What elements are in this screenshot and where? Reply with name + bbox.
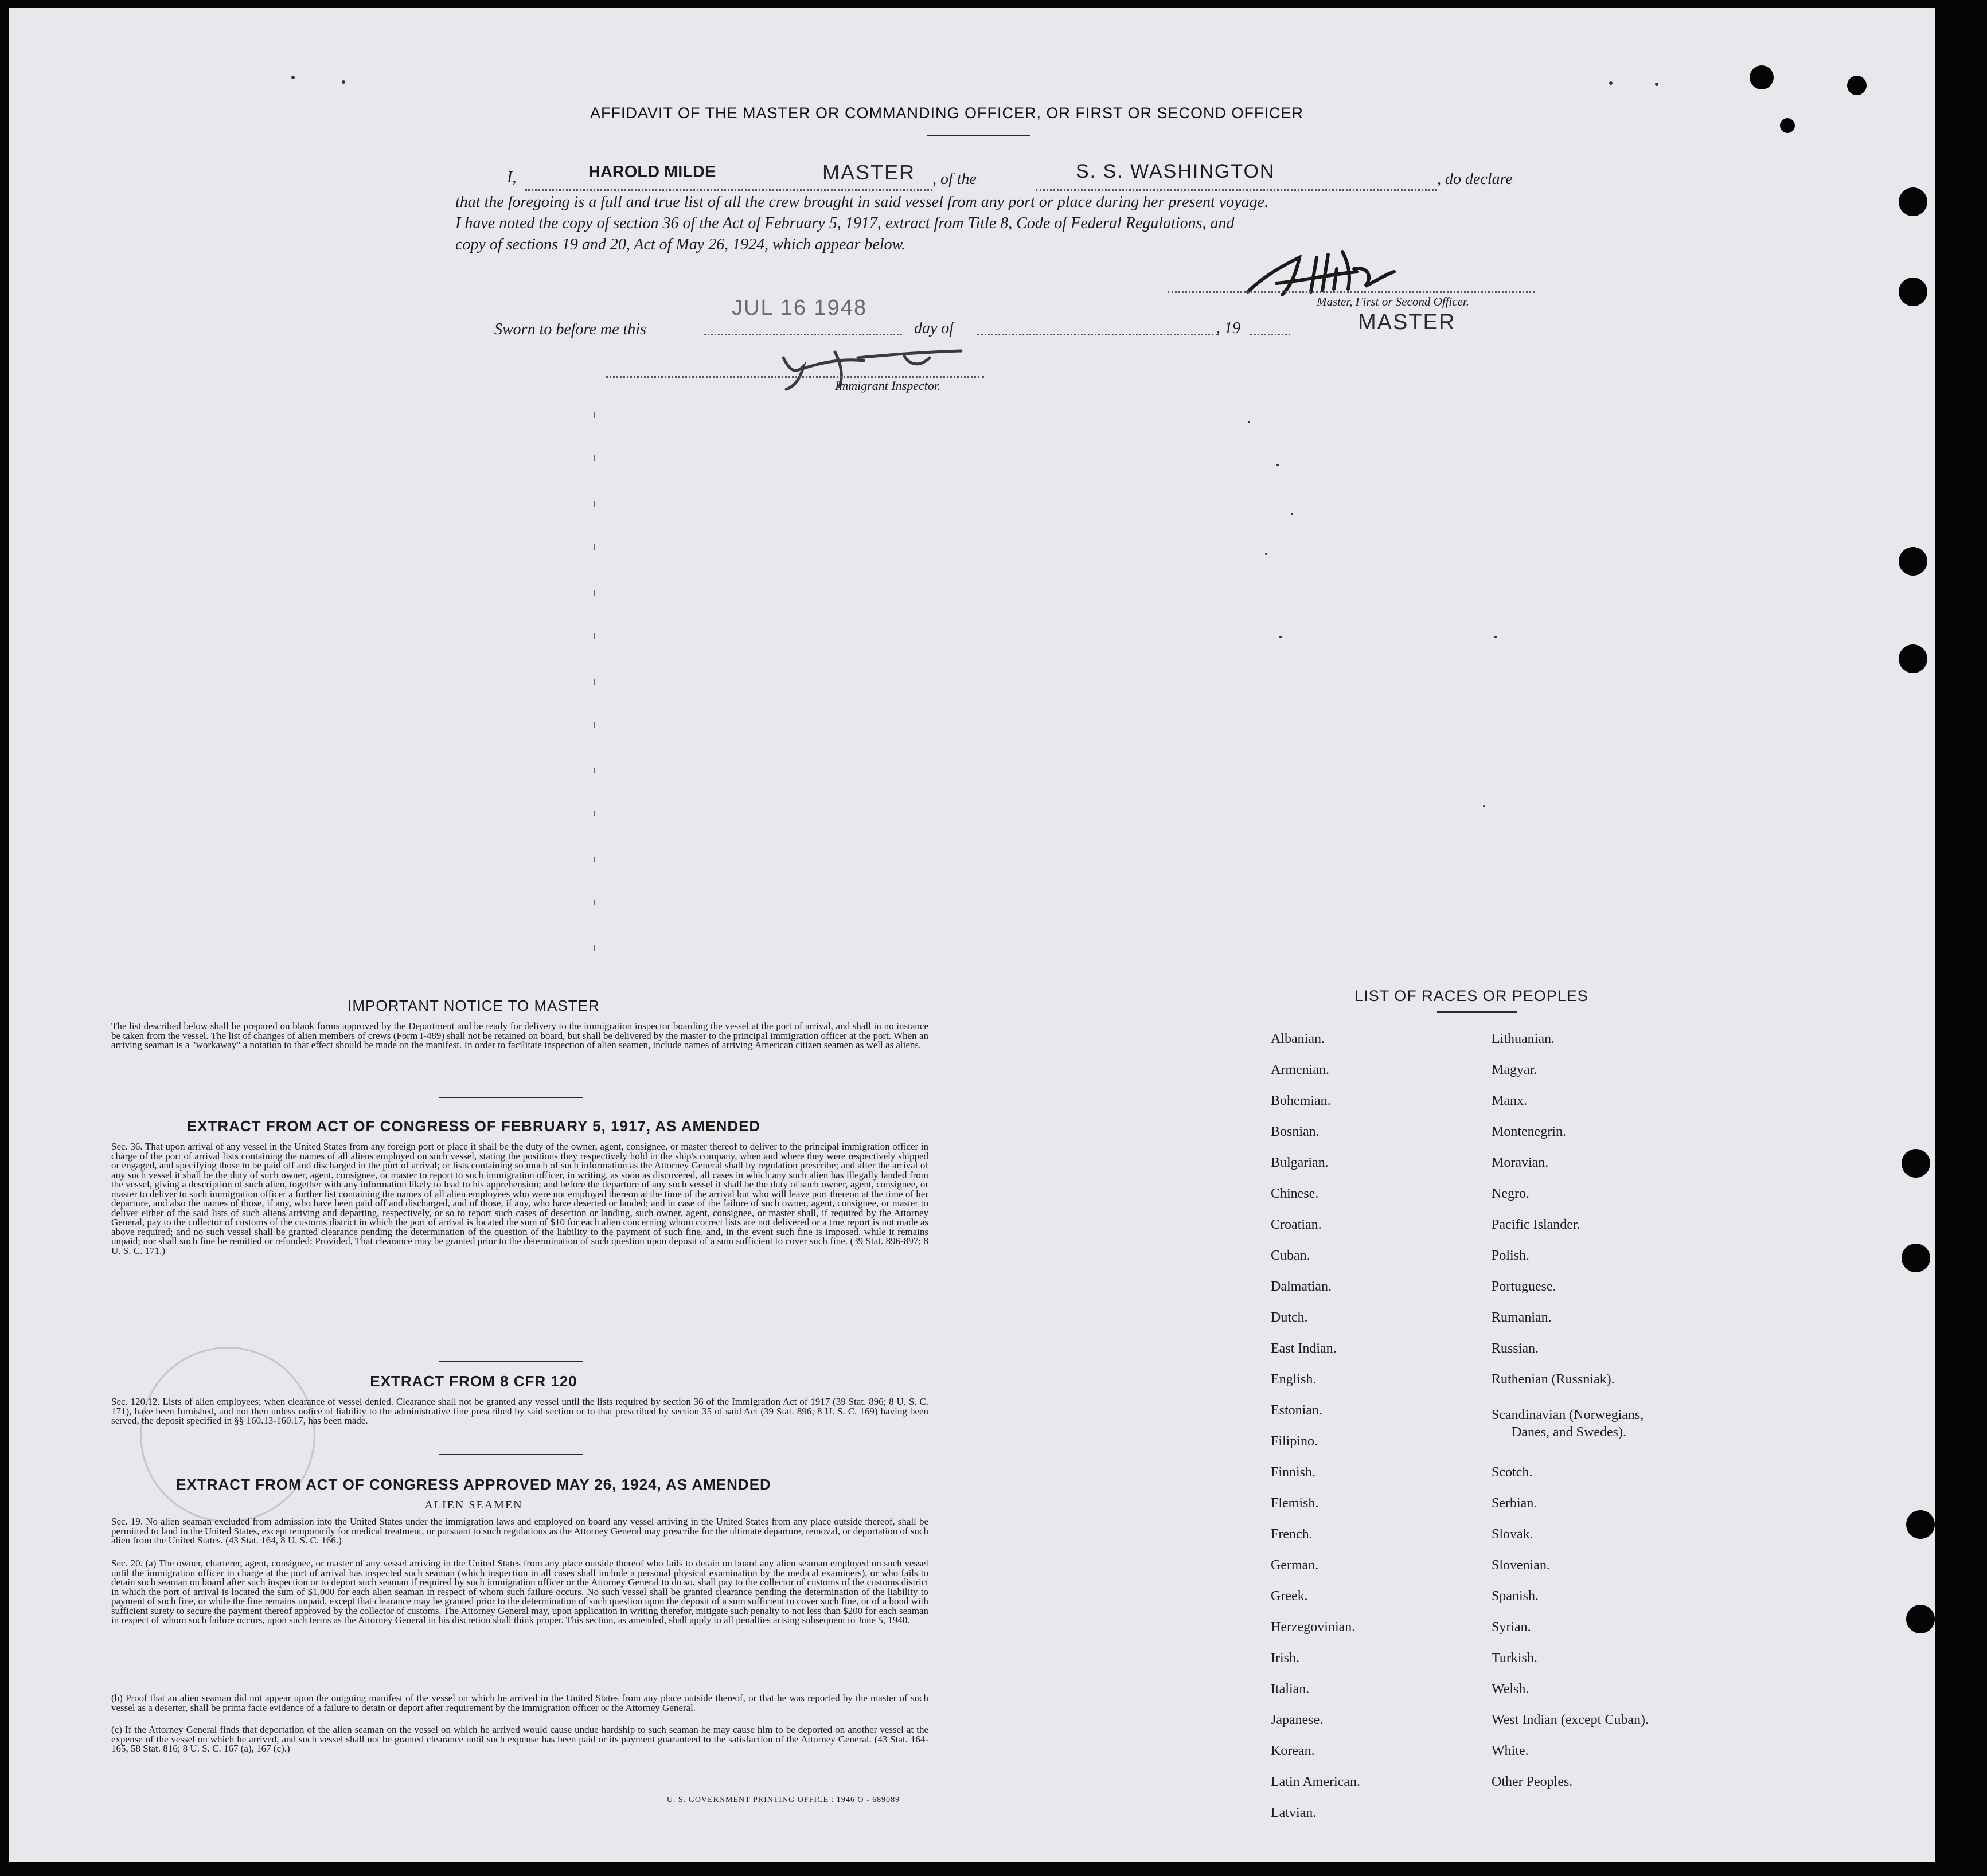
inspector-caption: Immigrant Inspector. <box>835 378 941 393</box>
race-left-item: Albanian. <box>1271 1031 1325 1046</box>
month-line <box>977 334 1218 335</box>
master-caption: Master, First or Second Officer. <box>1317 295 1469 308</box>
notice-body: The list described below shall be prepared on blank forms approved by the Department and be ready for delivery to the immigration inspector boarding the vessel at the port of arrival, and shall in no instance be taken from the vessel. The list of changes of alien members of crews (Form I-489) shall not be retained on board, but shall be delivered by the master to the principal immigration officer at the port. When an arriving seaman is a "workaway" a notation to that effect should be made on the manifest. In order to facilitate inspection of alien seamen, include names of arriving American citizen seamen as well as aliens. <box>111 1021 928 1050</box>
races-title-underline <box>1437 1011 1517 1013</box>
punch-hole <box>1902 1244 1930 1272</box>
race-right-item: Polish. <box>1492 1248 1530 1263</box>
sworn-label: Sworn to before me this <box>494 321 646 338</box>
race-left-item: Herzegovinian. <box>1271 1620 1356 1635</box>
punch-hole <box>1906 1605 1935 1633</box>
race-left-item: Dalmatian. <box>1271 1279 1332 1294</box>
race-left-item: Bosnian. <box>1271 1124 1320 1139</box>
master-signature-line <box>1168 291 1535 293</box>
race-right-item: Slovenian. <box>1492 1558 1550 1573</box>
punch-hole <box>1899 547 1927 576</box>
race-right-item: Russian. <box>1492 1341 1539 1356</box>
extract-1924-title: EXTRACT FROM ACT OF CONGRESS APPROVED MAY 26, 1924, AS AMENDED <box>176 1476 771 1493</box>
race-left-item: Cuban. <box>1271 1248 1310 1263</box>
vessel-line <box>1036 189 1437 191</box>
race-right-item: Spanish. <box>1492 1589 1539 1604</box>
race-left-item: Greek. <box>1271 1589 1308 1604</box>
cfr-120-title: EXTRACT FROM 8 CFR 120 <box>370 1373 577 1390</box>
race-right-item: Portuguese. <box>1492 1279 1556 1294</box>
affidavit-line-3: I have noted the copy of section 36 of the Act of February 5, 1917, extract from Title 8, Code of Federal Regulations, and <box>455 214 1235 232</box>
punch-hole <box>1902 1149 1930 1178</box>
race-left-item: Chinese. <box>1271 1186 1319 1201</box>
race-left-item: Filipino. <box>1271 1434 1318 1449</box>
race-left-item: Bulgarian. <box>1271 1155 1329 1170</box>
vessel-name: S. S. WASHINGTON <box>1076 161 1275 182</box>
race-left-item: Bohemian. <box>1271 1093 1331 1108</box>
punch-hole <box>1750 65 1774 89</box>
race-right-item: Lithuanian. <box>1492 1031 1555 1046</box>
printer-imprint: U. S. GOVERNMENT PRINTING OFFICE : 1946 O - 689089 <box>666 1796 900 1804</box>
cfr-120-body: Sec. 120.12. Lists of alien employees; when clearance of vessel denied. Clearance shall not be granted any vessel until the lists required by section 36 of the Immigration Act of 1917 (39 Stat. 896; 8 U. S. C. 171), have been furnished, and not then unless notice of liability to the administrative fine prescribed by said section or to that prescribed by section 35 of said Act (39 Stat. 896; 8 U. S. C. 169) having been served, the deposit specified in §§ 160.13-160.17, has been made. <box>111 1396 928 1426</box>
race-left-item: Italian. <box>1271 1682 1310 1697</box>
race-right-item: Welsh. <box>1492 1682 1529 1697</box>
punch-hole <box>1906 1510 1935 1539</box>
document-page <box>9 8 1935 1862</box>
race-right-item: Pacific Islander. <box>1492 1217 1580 1232</box>
race-left-item: Japanese. <box>1271 1713 1324 1728</box>
race-left-item: Estonian. <box>1271 1403 1322 1418</box>
race-left-item: French. <box>1271 1527 1313 1542</box>
race-right-item: Ruthenian (Russniak). <box>1492 1372 1615 1387</box>
master-name: HAROLD MILDE <box>588 163 716 181</box>
divider <box>439 1097 583 1098</box>
extract-1924-sec20c: (c) If the Attorney General finds that deportation of the alien seaman on the vessel on which he arrived would cause undue hardship to such seaman he may cause him to be deported on another vessel at the expense of the vessel on which he arrived, and such vessel shall not be granted clearance until such expense has been paid or its payment guaranteed to the satisfaction of the Attorney General. (43 Stat. 164-165, 58 Stat. 816; 8 U. S. C. 167 (a), 167 (c).) <box>111 1724 928 1754</box>
race-left-item: Korean. <box>1271 1744 1315 1758</box>
affidavit-title: AFFIDAVIT OF THE MASTER OR COMMANDING OFFICER, OR FIRST OR SECOND OFFICER <box>590 104 1304 122</box>
name-line <box>525 189 932 191</box>
race-right-item: Turkish. <box>1492 1651 1537 1666</box>
year-line <box>1250 334 1290 335</box>
year-label: , 19 <box>1216 319 1240 337</box>
race-left-item: English. <box>1271 1372 1317 1387</box>
punch-hole <box>1780 118 1795 133</box>
race-right-item: Rumanian. <box>1492 1310 1552 1325</box>
race-right-item: Manx. <box>1492 1093 1527 1108</box>
race-left-item: Irish. <box>1271 1651 1299 1666</box>
race-right-item: Negro. <box>1492 1186 1529 1201</box>
race-right-item: Syrian. <box>1492 1620 1531 1635</box>
race-right-item: Magyar. <box>1492 1062 1537 1077</box>
speck <box>342 80 345 84</box>
extract-1924-subtitle: ALIEN SEAMEN <box>424 1499 523 1511</box>
race-right-item: West Indian (except Cuban). <box>1492 1713 1649 1728</box>
punch-hole <box>1847 76 1867 95</box>
punch-hole <box>1899 187 1927 216</box>
title-underline <box>927 135 1030 136</box>
extract-1917-body: Sec. 36. That upon arrival of any vessel in the United States from any foreign port or place it shall be the duty of the owner, agent, consignee, or master thereof to deliver to the principal immigration officer in charge of the port of arrival lists containing the names of all aliens employed on such vessel, stating the positions they respectively hold in the ship's company, when and where they were respectively shipped or engaged, and specifying those to be paid off and discharged in the port of arrival; or lists containing so much of such information as the Attorney General shall by regulation prescribe; and after the arrival of any such vessel it shall be the duty of such owner, agent, consignee, or master to report to such immigration officer, in writing, as soon as discovered, all cases in which any such alien has illegally landed from the vessel, giving a description of such alien, together with any information likely to lead to his apprehension; and before the departure of any such vessel it shall be the duty of such owner, agent, consignee, or master to deliver to such immigration officer a further list containing the names of all alien employees who were not employed thereon at the time of the arrival but who will leave port thereon at the time of her departure, and also the names of those, if any, who have been paid off and discharged, and of those, if any, who have deserted or landed; and in case of the failure of such owner, agent, consignee, or master to deliver either of the said lists of such aliens arriving and departing, respectively, or so to report such cases of desertion or landing, such owner, agent, consignee, or master shall, if required by the Attorney General, pay to the collector of customs of the customs district in which the port of arrival is located the sum of $10 for each alien concerning whom correct lists are not delivered or a true report is not made as above required; and no such vessel shall be granted clearance pending the determination of the question of the liability to the payment of such fine, and, in the event such fine is imposed, while it remains unpaid; nor shall such fine be remitted or refunded: Provided, That clearance may be granted prior to the determination of such question upon deposit of a sum sufficient to cover such fine. (39 Stat. 896-897; 8 U. S. C. 171.) <box>111 1141 928 1256</box>
race-left-item: Latin American. <box>1271 1775 1360 1789</box>
divider <box>439 1361 583 1362</box>
race-right-item: Scandinavian (Norwegians, <box>1492 1408 1644 1422</box>
race-right-item: Serbian. <box>1492 1496 1537 1511</box>
punch-hole <box>1899 644 1927 673</box>
extract-1924-sec20a: Sec. 20. (a) The owner, charterer, agent, consignee, or master of any vessel arriving in the United States from any place outside thereof who fails to detain on board any alien seaman employed on such vessel until the immigration officer in charge at the port of arrival has inspected such seaman (which inspection in all cases shall include a personal physical examination by the medical examiners), or who fails to detain such seaman on board after such inspection or to deport such seaman if required by such immigration officer or the Attorney General to do so, shall pay to the collector of customs of the customs district in which the port of arrival is located the sum of $1,000 for each alien seaman in respect of whom such failure occurs. No such vessel shall be granted clearance pending the determination of the liability to payment of such fine, or while the fine remains unpaid, except that clearance may be granted prior to the determination of such question upon the deposit of a sum sufficient to cover such fine, or of a bond with sufficient surety to secure the payment thereof approved by the collector of customs. The Attorney General may, upon application in writing therefor, mitigate such penalty to not less than $200 for each seaman in respect of whom such failure occurs, upon such terms as the Attorney General in his discretion shall think proper. This section, as amended, shall apply to all penalties arising subsequent to June 5, 1940. <box>111 1558 928 1625</box>
race-right-item: Danes, and Swedes). <box>1512 1425 1626 1440</box>
race-left-item: Flemish. <box>1271 1496 1319 1511</box>
race-right-item: Montenegrin. <box>1492 1124 1566 1139</box>
race-left-item: Armenian. <box>1271 1062 1329 1077</box>
race-left-item: German. <box>1271 1558 1319 1573</box>
extract-1924-sec20b: (b) Proof that an alien seaman did not appear upon the outgoing manifest of the vessel on which he arrived in the United States from any place outside thereof, or that he was reported by the master of such vessel as a deserter, shall be prima facie evidence of a failure to detain or deport after requirement by the immigration officer or the Attorney General. <box>111 1693 928 1713</box>
master-rank: MASTER <box>822 161 916 184</box>
master-stamp: MASTER <box>1358 310 1456 334</box>
divider <box>439 1454 583 1455</box>
race-left-item: Latvian. <box>1271 1805 1317 1820</box>
race-right-item: Scotch. <box>1492 1465 1533 1480</box>
speck <box>291 76 295 79</box>
sworn-date-stamp: JUL 16 1948 <box>732 296 868 320</box>
race-left-item: Dutch. <box>1271 1310 1308 1325</box>
speck <box>1655 83 1658 86</box>
race-left-item: Finnish. <box>1271 1465 1316 1480</box>
race-right-item: White. <box>1492 1744 1529 1758</box>
master-signature <box>1242 240 1403 303</box>
race-right-item: Other Peoples. <box>1492 1775 1573 1789</box>
affidavit-line-2: that the foregoing is a full and true list of all the crew brought in said vessel from any port or place during her present voyage. <box>455 193 1269 211</box>
race-right-item: Slovak. <box>1492 1527 1533 1542</box>
i-label: I, <box>507 169 517 186</box>
affidavit-line-4: copy of sections 19 and 20, Act of May 26, 1924, which appear below. <box>455 236 906 253</box>
do-declare-label: , do declare <box>1437 170 1513 188</box>
extract-1924-sec19: Sec. 19. No alien seaman excluded from admission into the United States under the immigration laws and employed on board any vessel arriving in the United States from any place outside thereof, shall be permitted to land in the United States, except temporarily for medical treatment, or pursuant to such regulations as the Attorney General may prescribe for the ultimate departure, removal, or deportation of such alien from the United States. (43 Stat. 164, 8 U. S. C. 166.) <box>111 1516 928 1546</box>
notice-title: IMPORTANT NOTICE TO MASTER <box>348 997 600 1014</box>
race-right-item: Moravian. <box>1492 1155 1549 1170</box>
extract-1917-title: EXTRACT FROM ACT OF CONGRESS OF FEBRUARY 5, 1917, AS AMENDED <box>186 1117 761 1135</box>
speck <box>1609 81 1613 85</box>
inspector-signature-line <box>606 376 984 378</box>
races-title: LIST OF RACES OR PEOPLES <box>1354 987 1588 1005</box>
day-of-label: day of <box>914 319 954 337</box>
race-left-item: Croatian. <box>1271 1217 1322 1232</box>
of-the-label: , of the <box>932 170 977 188</box>
punch-hole <box>1899 278 1927 306</box>
race-left-item: East Indian. <box>1271 1341 1337 1356</box>
